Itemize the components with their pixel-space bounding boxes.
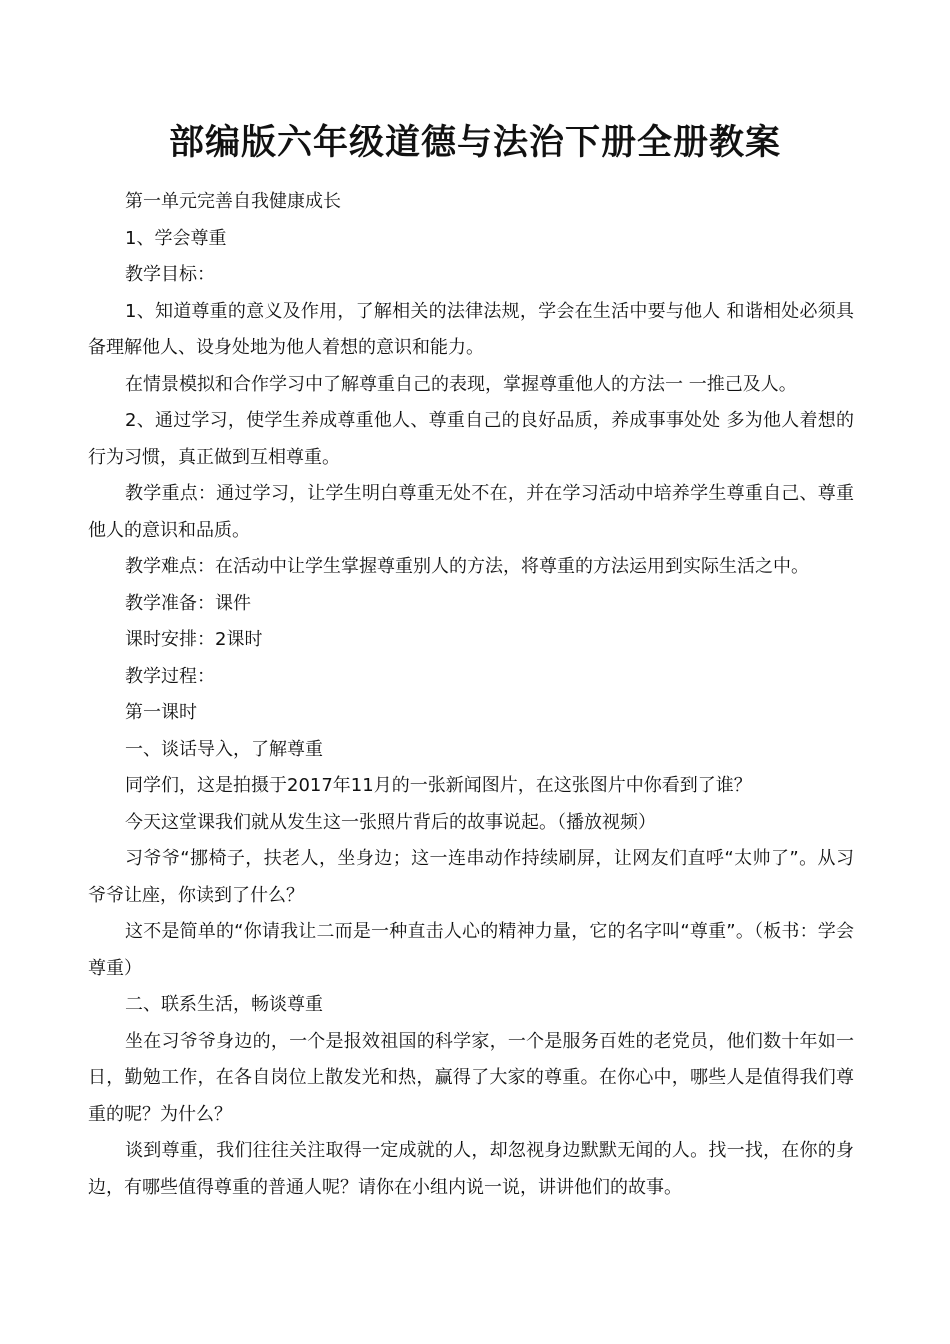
section-heading: 一、谈话导入，了解尊重	[125, 738, 323, 760]
paragraph: 今天这堂课我们就从发生这一张照片背后的故事说起。（播放视频）	[125, 811, 656, 833]
lesson-heading: 1、学会尊重	[125, 227, 227, 249]
paragraph: 教学难点：在活动中让学生掌握尊重别人的方法，将尊重的方法运用到实际生活之中。	[125, 556, 809, 577]
paragraph: 同学们，这是拍摄于2017年11月的一张新闻图片，在这张图片中你看到了谁？	[125, 775, 752, 796]
paragraph: 谈到尊重，我们往往关注取得一定成就的人，却忽视身边默默无闻的人。找一找，在你的身边，有哪些值得尊重的普通人呢？请你在小组内说一说，讲讲他们的故事。	[88, 1140, 854, 1198]
paragraph: 教学重点：通过学习，让学生明白尊重无处不在，并在学习活动中培养学生尊重自己、尊重他人的意识和品质。	[88, 483, 854, 541]
paragraph: 1、知道尊重的意义及作用，了解相关的法律法规，学会在生活中要与他人 和谐相处必须具备理解他人、设身处地为他人着想的意识和能力。	[88, 300, 854, 358]
document-body	[88, 184, 854, 1206]
unit-heading: 第一单元完善自我健康成长	[125, 191, 341, 212]
paragraph: 课时安排：2课时	[125, 629, 263, 650]
paragraph: 教学准备：课件	[125, 592, 251, 614]
paragraph: 2、通过学习，使学生养成尊重他人、尊重自己的良好品质，养成事事处处 多为他人着想的行为习惯，真正做到互相尊重。	[88, 410, 854, 468]
paragraph: 这不是简单的“你请我让二而是一种直击人心的精神力量，它的名字叫“尊重”。（板书：学会尊重）	[88, 921, 854, 979]
paragraph: 习爷爷“挪椅子，扶老人，坐身边；这一连串动作持续刷屏，让网友们直呼“太帅了”。从习爷爷让座，你读到了什么？	[88, 848, 854, 906]
section-label: 教学目标：	[125, 264, 215, 285]
document-title: 部编版六年级道德与法治下册全册教案	[168, 123, 781, 163]
section-label: 教学过程：	[125, 665, 215, 687]
section-heading: 二、联系生活，畅谈尊重	[125, 994, 323, 1015]
section-label: 第一课时	[125, 702, 197, 723]
paragraph: 坐在习爷爷身边的，一个是报效祖国的科学家，一个是服务百姓的老党员，他们数十年如一日，勤勉工作，在各自岗位上散发光和热，赢得了大家的尊重。在你心中，哪些人是值得我们尊重的呢？为什么？	[88, 1030, 854, 1125]
paragraph: 在情景模拟和合作学习中了解尊重自己的表现，掌握尊重他人的方法一 一推己及人。	[125, 373, 797, 395]
